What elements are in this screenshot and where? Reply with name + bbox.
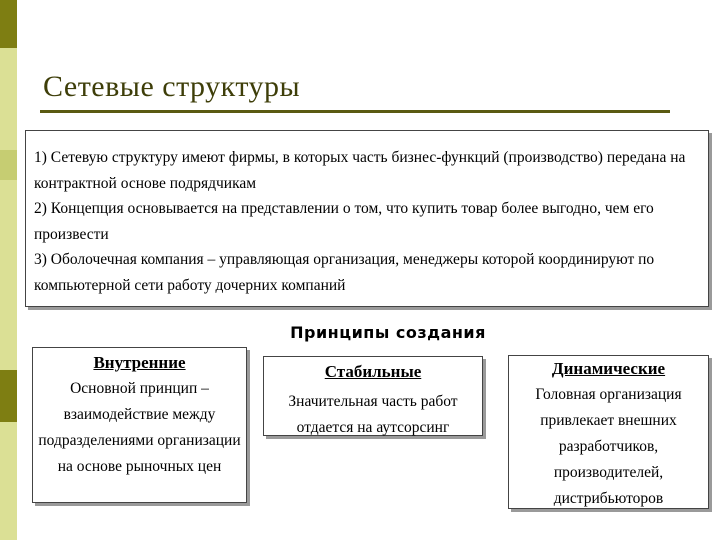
stable-heading: Стабильные	[324, 362, 422, 381]
dynamic-text: Головная организация привлекает внешних разработчиков, производителей, дистрибьюторов	[535, 386, 682, 507]
description-item: 1) Сетевую структуру имеют фирмы, в которых часть бизнес-функций (производство) передана на контрактной основе подрядчикам	[34, 149, 686, 192]
stable-text: Значительная часть работ отдается на аутсорсинг	[288, 393, 458, 436]
description-item: 2) Концепция основывается на представлении о том, что купить товар более выгодно, чем его произвести	[34, 200, 654, 243]
side-bar-dark	[0, 0, 17, 48]
side-stripe	[0, 0, 17, 540]
side-bar-accent	[0, 150, 17, 180]
title-underline	[40, 110, 670, 113]
internal-principle-box	[32, 347, 247, 503]
slide-title: Сетевые структуры	[43, 70, 301, 103]
internal-heading: Внутренние	[93, 353, 186, 372]
description-item: 3) Оболочечная компания – управляющая организация, менеджеры которой координируют по компьютерной сети работу дочерних компаний	[34, 251, 655, 294]
description-box	[25, 130, 709, 307]
dynamic-heading: Динамические	[551, 359, 666, 378]
principles-title: Принципы создания	[290, 323, 486, 342]
internal-text: Основной принцип – взаимодействие между подразделениями организации на основе рыночных цен	[38, 380, 241, 475]
side-bar-dark	[0, 370, 17, 422]
stable-principle-box	[263, 356, 483, 436]
dynamic-principle-box	[508, 355, 709, 509]
